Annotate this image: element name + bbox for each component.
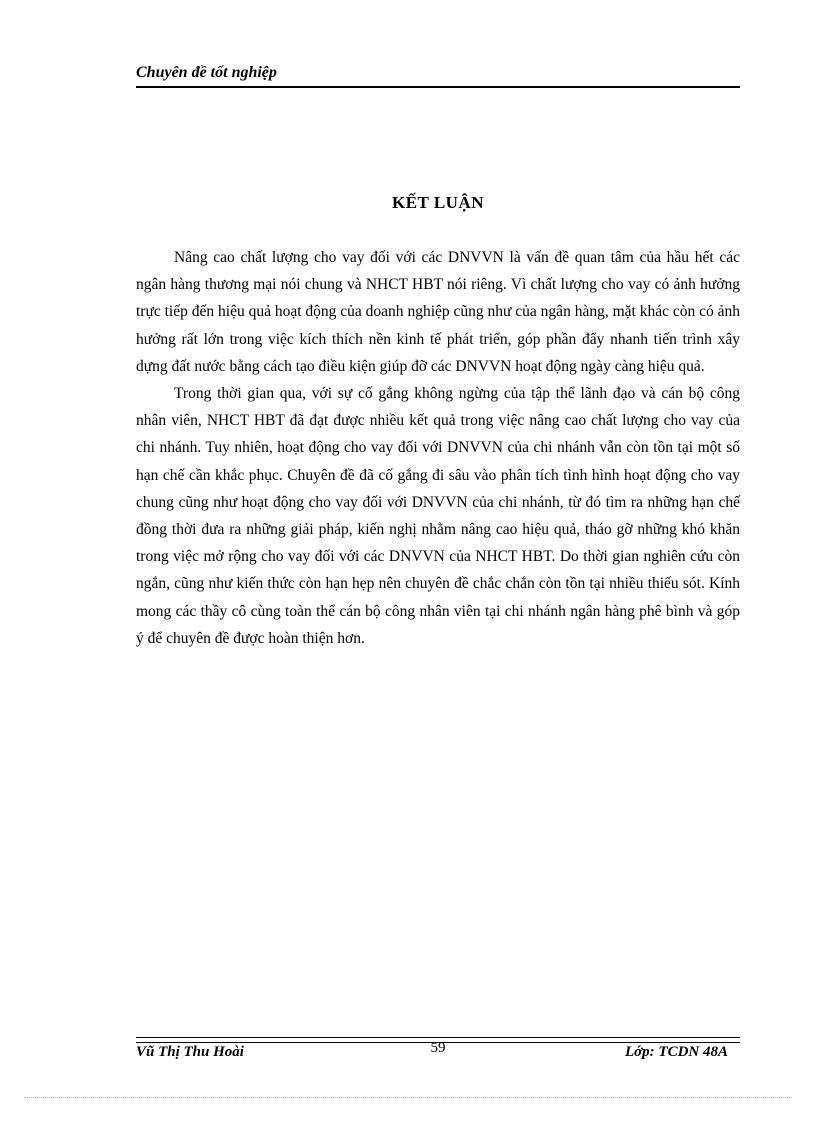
paragraph-1: Nâng cao chất lượng cho vay đối với các DNVVN là vấn đề quan tâm của hầu hết các ngân hàng thương mại nói chung và NHCT HBT nói riêng. Vì chất lượng cho vay có ảnh hưởng trực tiếp đến hiệu quả hoạt động của doanh nghiệp cũng như của ngân hàng, mặt khác còn có ảnh hưởng rất lớn trong việc kích thích nền kinh tế phát triển, góp phần đẩy nhanh tiến trình xây dựng đất nước bằng cách tạo điều kiện giúp đỡ các DNVVN hoạt động ngày càng hiệu quả. (136, 249, 740, 375)
page-header (136, 60, 740, 88)
page-title: KẾT LUẬN (391, 193, 484, 212)
page-edge-divider (24, 1097, 792, 1098)
page-footer (136, 1040, 740, 1064)
paragraph-2: Trong thời gian qua, với sự cố gắng không ngừng của tập thể lãnh đạo và cán bộ công nhân viên, NHCT HBT đã đạt được nhiều kết quả trong việc nâng cao chất lượng cho vay của chi nhánh. Tuy nhiên, hoạt động cho vay đối với DNVVN của chi nhánh vẫn còn tồn tại một số hạn chế cần khắc phục. Chuyên đề đã cố gắng đi sâu vào phân tích tình hình hoạt động cho vay chung cũng như hoạt động cho vay đối với DNVVN của chi nhánh, từ đó tìm ra những hạn chế đồng thời đưa ra những giải pháp, kiến nghị nhằm nâng cao hiệu quả, tháo gỡ những khó khăn trong việc mở rộng cho vay đối với các DNVVN của NHCT HBT. Do thời gian nghiên cứu còn ngắn, cũng như kiến thức còn hạn hẹp nên chuyên đề chắc chắn còn tồn tại nhiều thiếu sót. Kính mong các thầy cô cùng toàn thể cán bộ công nhân viên tại chi nhánh ngân hàng phê bình và góp ý để chuyên đề được hoàn thiện hơn. (136, 385, 740, 647)
page-number: 59 (430, 1040, 446, 1056)
header-title: Chuyên đề tốt nghiệp (136, 64, 277, 81)
body-text (136, 244, 740, 652)
footer-class-label: Lớp: TCDN 48A (624, 1044, 728, 1060)
footer-author: Vũ Thị Thu Hoài (136, 1044, 244, 1060)
